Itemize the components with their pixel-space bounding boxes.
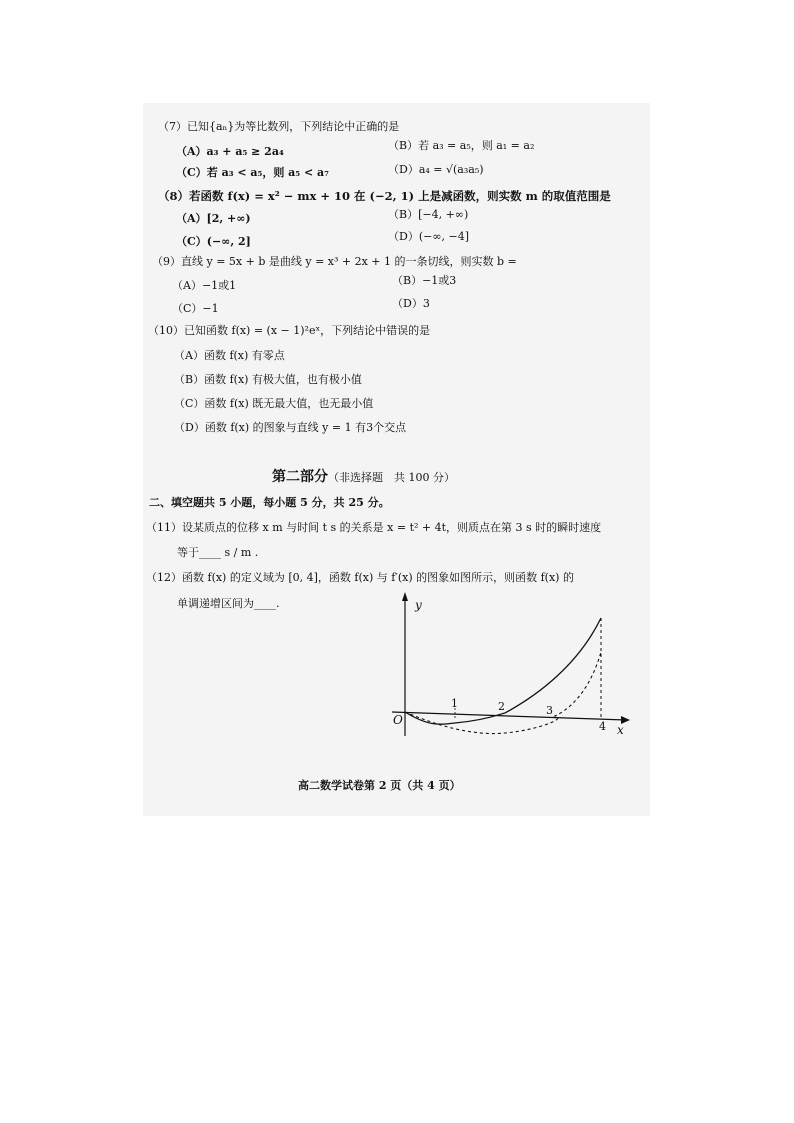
q8-stem: （8）若函数 f(x) = x² − mx + 10 在 (−2, 1) 上是减函数，则实数 m 的取值范围是: [158, 189, 611, 203]
q11-line1: （11）设某质点的位移 x m 与时间 t s 的关系是 x = t² + 4t，则质点在第 3 s 时的瞬时速度: [146, 521, 602, 534]
q8-option-c: （C）(−∞, 2]: [176, 235, 251, 248]
q12-line1: （12）函数 f(x) 的定义域为 [0, 4]，函数 f(x) 与 f′(x) 的图象如图所示，则函数 f(x) 的: [146, 571, 574, 584]
q7-option-a: （A）a₃ + a₅ ≥ 2a₄: [176, 145, 284, 158]
origin-label: O: [393, 713, 403, 727]
q10-option-b: （B）函数 f(x) 有极大值，也有极小值: [174, 373, 362, 386]
y-axis-label: y: [415, 598, 422, 612]
function-graph: [378, 590, 630, 740]
q7-option-b: （B）若 a₃ = a₅，则 a₁ = a₂: [388, 139, 535, 152]
q12-line2: 单调递增区间为____.: [177, 597, 280, 610]
x-axis: [392, 712, 626, 720]
part2-subtitle: （非选择题 共 100 分）: [328, 471, 455, 484]
q10-option-c: （C）函数 f(x) 既无最大值，也无最小值: [174, 397, 374, 410]
q7-stem: （7）已知{aₙ}为等比数列，下列结论中正确的是: [158, 120, 400, 133]
q10-stem: （10）已知函数 f(x) = (x − 1)²eˣ，下列结论中错误的是: [148, 324, 431, 337]
part2-heading: [272, 466, 455, 486]
q7-option-d: （D）a₄ = √(a₃a₅): [388, 163, 484, 176]
tick-label-3: 3: [546, 704, 553, 717]
tick-label-2: 2: [498, 700, 505, 713]
part2-title: 第二部分: [272, 469, 328, 485]
q9-option-b: （B）−1或3: [392, 274, 457, 287]
q9-option-a: （A）−1或1: [172, 279, 237, 292]
dashed-curve: [405, 652, 601, 734]
tick-label-1: 1: [451, 697, 458, 710]
q11-line2: 等于____ s / m .: [177, 546, 259, 559]
tick-label-4: 4: [599, 720, 606, 733]
q9-option-c: （C）−1: [172, 302, 219, 315]
q9-option-d: （D）3: [392, 297, 430, 310]
x-axis-label: x: [617, 723, 624, 737]
q8-option-b: （B）[−4, +∞): [388, 208, 469, 221]
q10-option-a: （A）函数 f(x) 有零点: [174, 349, 285, 362]
q8-option-d: （D）(−∞, −4]: [388, 230, 469, 243]
section-heading-fill-in: 二、填空题共 5 小题，每小题 5 分，共 25 分。: [149, 496, 390, 509]
page-footer: 高二数学试卷第 2 页（共 4 页）: [298, 779, 461, 792]
q8-option-a: （A）[2, +∞): [176, 212, 251, 225]
q7-option-c: （C）若 a₃ < a₅，则 a₅ < a₇: [176, 166, 329, 179]
y-axis-arrow: [402, 592, 408, 601]
q9-stem: （9）直线 y = 5x + b 是曲线 y = x³ + 2x + 1 的一条切线，则实数 b =: [152, 255, 517, 268]
q10-option-d: （D）函数 f(x) 的图象与直线 y = 1 有3个交点: [174, 421, 407, 434]
